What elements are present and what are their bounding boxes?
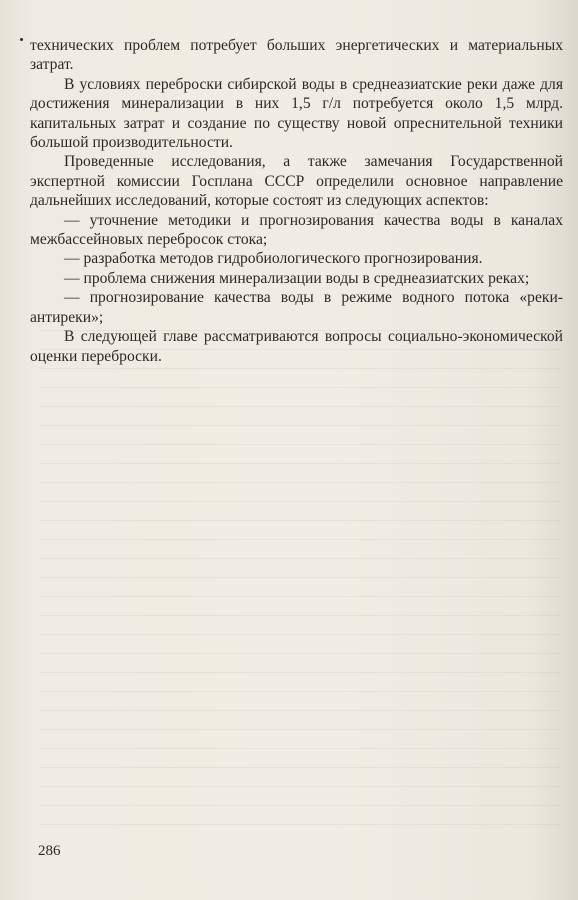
paragraph-research-directions: Проведенные исследования, а также замечания Государственной экспертной комиссии Госплана СССР определили основное направление дальнейших исследований, которые состоят из следующих аспектов: <box>30 153 563 210</box>
paragraph-siberian-water: В условиях переброски сибирской воды в среднеазиатские реки даже для достижения минерализации в них 1,5 г/л потребуется около 1,5 млрд. капитальных затрат и создание по существу новой опреснительной техники большой производительности. <box>30 75 563 152</box>
paragraph-next-chapter: В следующей главе рассматриваются вопросы социально-экономической оценки переброски. <box>30 328 563 365</box>
ink-speck <box>20 38 23 41</box>
paragraph-continuation: технических проблем потребует больших энергетических и материальных затрат. <box>30 37 563 74</box>
page-number: 286 <box>38 843 61 859</box>
list-item-hydrobiology: — разработка методов гидробиологического прогнозирования. <box>64 250 483 268</box>
body-text <box>30 36 563 366</box>
list-item-water-flow: — прогнозирование качества воды в режиме водного потока «реки-антиреки»; <box>30 289 563 326</box>
list-item-mineralization: — проблема снижения минерализации воды в среднеазиатских реках; <box>64 269 530 287</box>
list-item-methodology: — уточнение методики и прогнозирования качества воды в каналах межбассейновых перебросок стока; <box>30 211 563 249</box>
show-through-text <box>40 330 560 830</box>
